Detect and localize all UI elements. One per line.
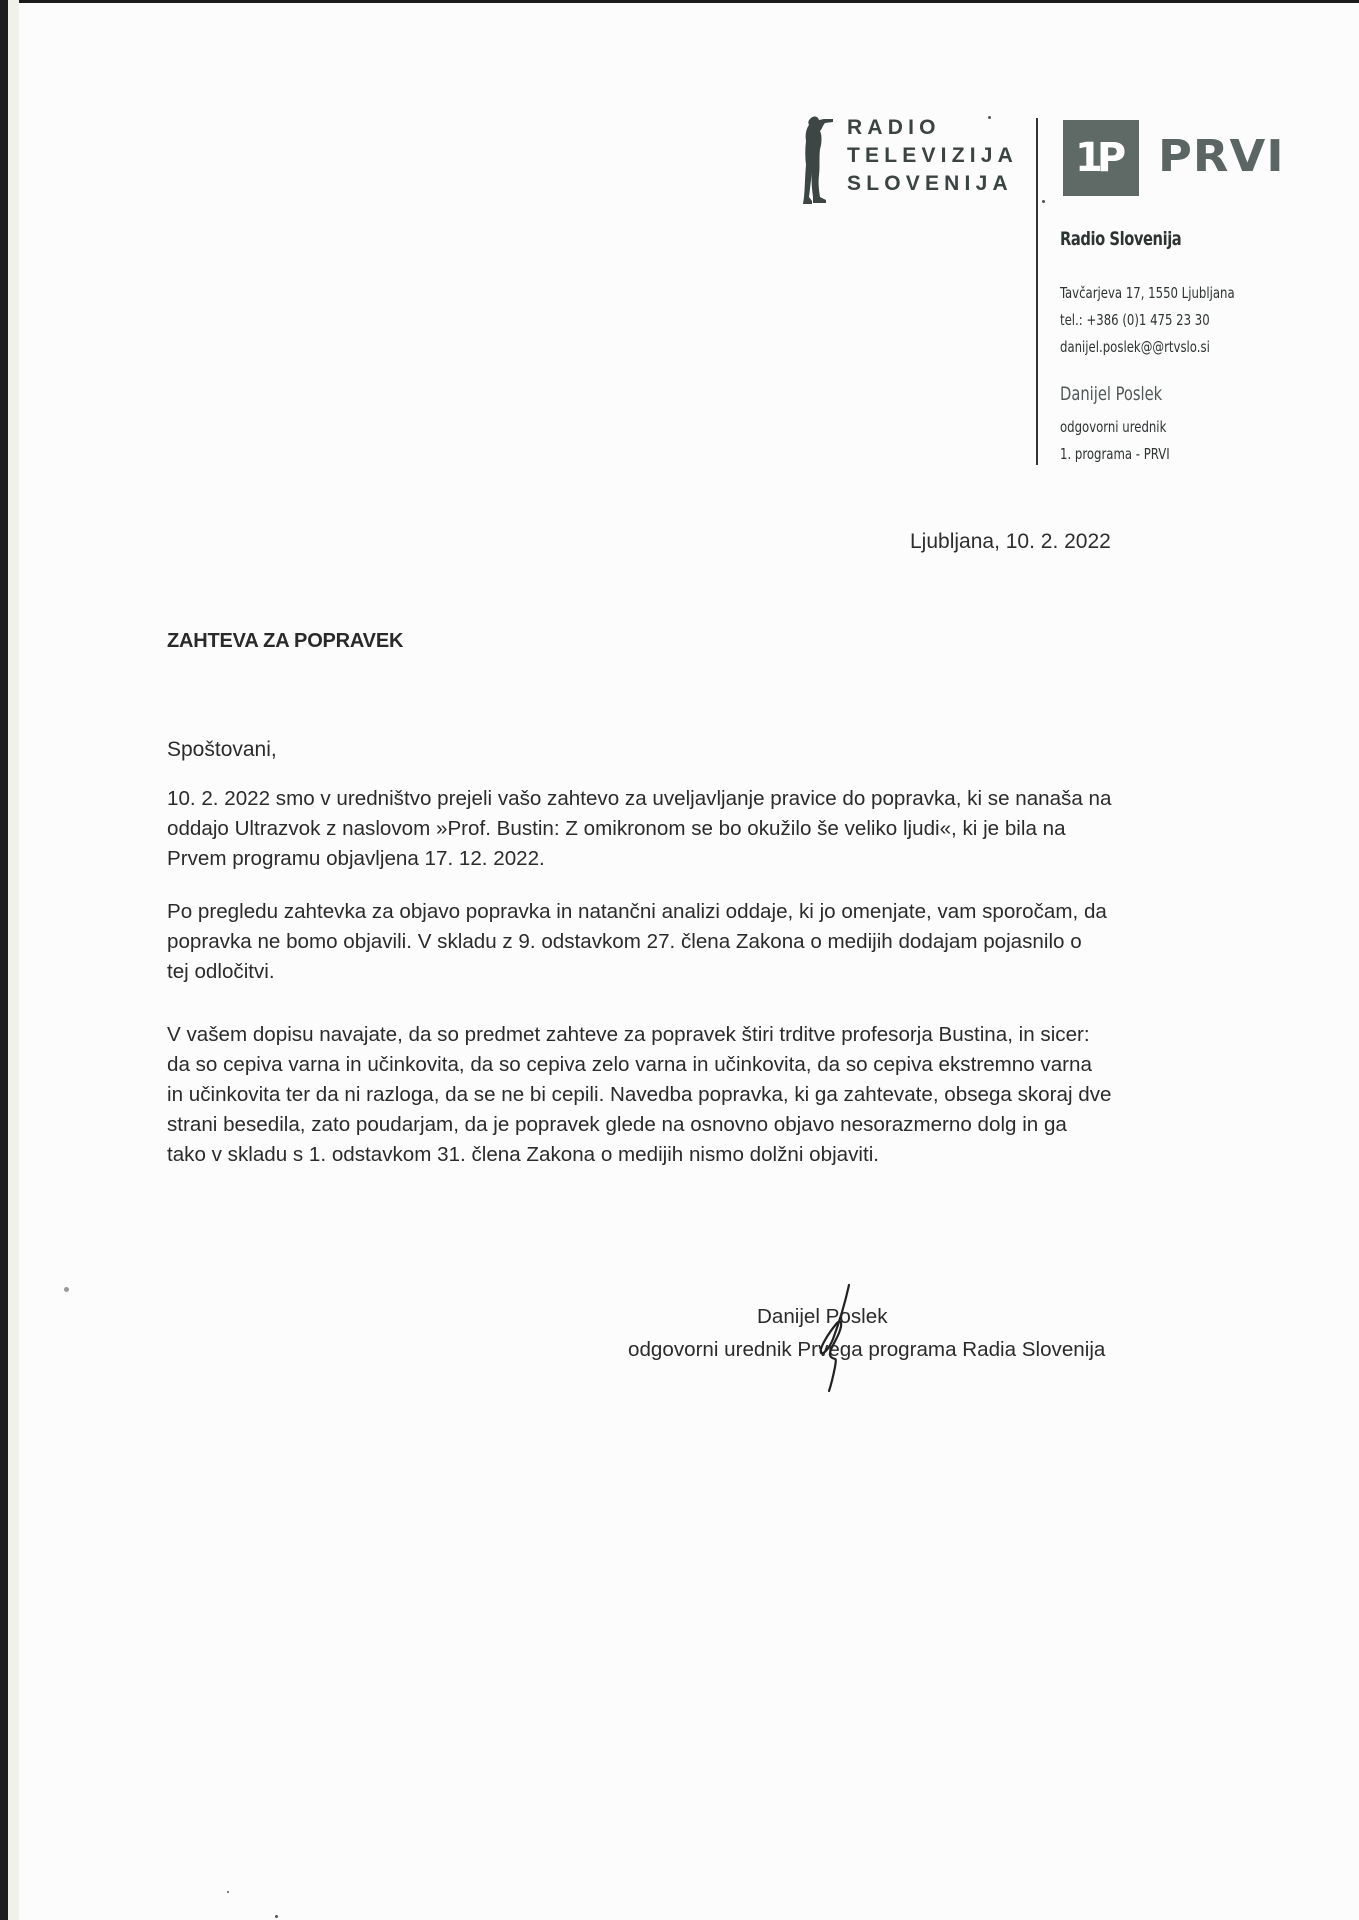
scan-speck — [64, 1287, 69, 1292]
handwritten-signature-icon — [815, 1283, 865, 1393]
editor-role-line-1: odgovorni urednik — [1060, 418, 1167, 436]
paragraph-line: in učinkovita ter da ni razloga, da se ne bi cepili. Navedba popravka, ki ga zahtevate, obsega skoraj dve — [167, 1083, 1112, 1106]
rtv-slovenija-logo — [800, 113, 1040, 205]
rtv-line-televizija: TELEVIZIJA — [847, 144, 1019, 167]
email: danijel.poslek@@rtvslo.si — [1060, 338, 1210, 356]
phone: tel.: +386 (0)1 475 23 30 — [1060, 311, 1210, 329]
place-date: Ljubljana, 10. 2. 2022 — [910, 530, 1111, 553]
scan-speck — [988, 116, 991, 119]
header-divider — [1036, 118, 1038, 465]
editor-role — [1060, 414, 1170, 468]
paragraph-2 — [167, 897, 1207, 987]
scan-speck — [275, 1915, 278, 1918]
paragraph-line: Po pregledu zahtevka za objavo popravka in natančni analizi oddaje, ki jo omenjate, vam sporočam, da — [167, 900, 1107, 923]
paragraph-line: strani besedila, zato poudarjam, da je popravek glede na osnovno objavo nesorazmerno dolg in ga — [167, 1113, 1067, 1136]
signatory-role: odgovorni urednik Prvega programa Radia Slovenija — [628, 1338, 1106, 1361]
address: Tavčarjeva 17, 1550 Ljubljana — [1060, 284, 1235, 302]
paragraph-line: V vašem dopisu navajate, da so predmet zahteve za popravek štiri trditve profesorja Bustina, in sicer: — [167, 1023, 1090, 1046]
prvi-wordmark: PRVI — [1158, 131, 1285, 182]
paragraph-line: oddajo Ultrazvok z naslovom »Prof. Bustin: Z omikronom se bo okužilo še veliko ljudi«, ki je bila na — [167, 817, 1066, 840]
paragraph-line: popravka ne bomo objavili. V skladu z 9. odstavkom 27. člena Zakona o medijih dodajam pojasnilo o — [167, 930, 1082, 953]
rtv-wordmark — [847, 114, 1018, 198]
prvi-badge — [1063, 120, 1139, 196]
scan-edge-left — [0, 0, 8, 1920]
rtv-line-slovenija: SLOVENIJA — [847, 172, 1013, 195]
paragraph-line: Prvem programu objavljena 17. 12. 2022. — [167, 847, 545, 870]
paragraph-1 — [167, 784, 1207, 874]
prvi-badge-text: 1P — [1075, 135, 1121, 181]
scan-edge-shadow — [8, 0, 19, 1920]
contact-details — [1060, 280, 1235, 361]
scan-speck — [227, 1891, 229, 1893]
signatory-name: Danijel Poslek — [757, 1305, 888, 1328]
letter-subject: ZAHTEVA ZA POPRAVEK — [167, 630, 404, 652]
greeting: Spoštovani, — [167, 738, 277, 761]
organization-name: Radio Slovenija — [1060, 228, 1182, 250]
scan-speck — [1042, 200, 1045, 203]
editor-name: Danijel Poslek — [1060, 383, 1163, 405]
scan-edge-top — [0, 0, 1359, 3]
paragraph-line: tako v skladu s 1. odstavkom 31. člena Zakona o medijih nismo dolžni objaviti. — [167, 1143, 879, 1166]
trumpeter-figure-icon — [800, 113, 836, 205]
paragraph-line: da so cepiva varna in učinkovita, da so cepiva zelo varna in učinkovita, da so cepiva ekstremno varna — [167, 1053, 1092, 1076]
paragraph-3 — [167, 1020, 1207, 1170]
rtv-line-radio: RADIO — [847, 116, 941, 139]
paragraph-line: tej odločitvi. — [167, 960, 275, 983]
paragraph-line: 10. 2. 2022 smo v uredništvo prejeli vašo zahtevo za uveljavljanje pravice do popravka, ki se nanaša na — [167, 787, 1112, 810]
editor-role-line-2: 1. programa - PRVI — [1060, 445, 1170, 463]
